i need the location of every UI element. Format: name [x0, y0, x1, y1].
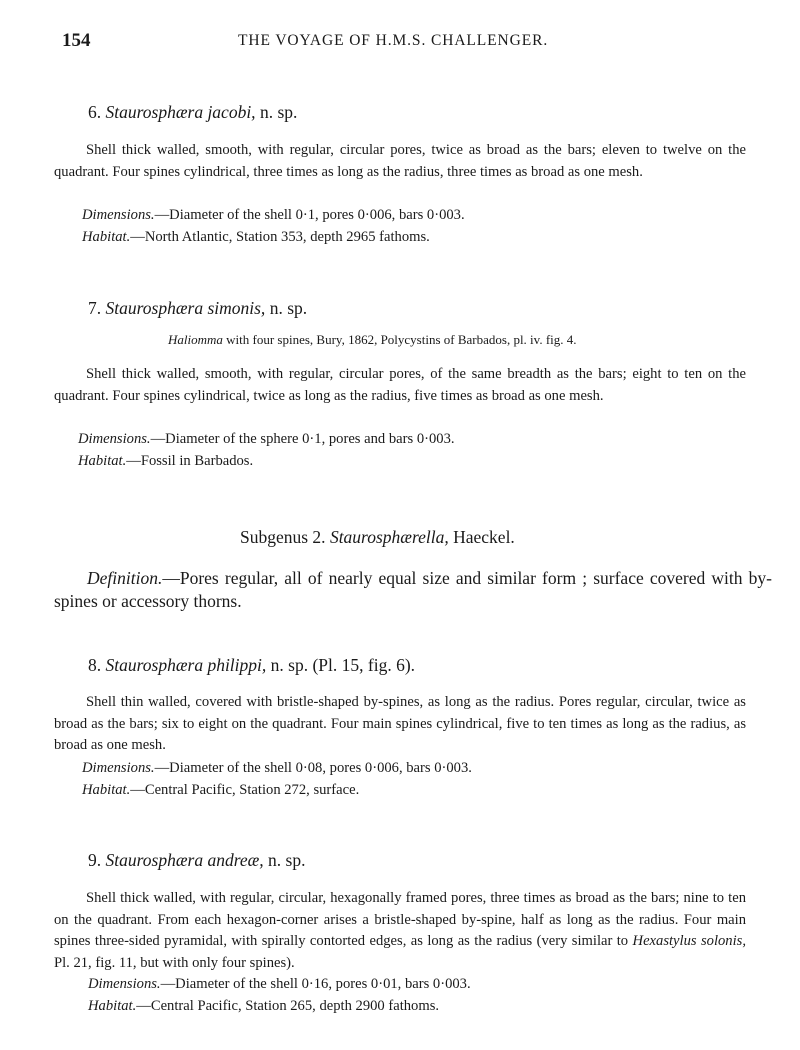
entry-8-description: Shell thin walled, covered with bristle-shaped by-spines, as long as the radius. Pores regular, circular, twice as broad as the bars; six to eight on the quadrant. Four main spines cylindrical, five to ten times as long as the radius, as broad as one mesh.: [54, 694, 746, 753]
subgenus-definition: Definition.—Pores regular, all of nearly equal size and similar form ; surface covered with by-spines or accessory thorns.: [54, 568, 772, 611]
entry-8-habitat: Habitat.—Central Pacific, Station 272, surface.: [82, 782, 360, 798]
running-title: THE VOYAGE OF H.M.S. CHALLENGER.: [238, 32, 549, 49]
entry-9-title: 9. Staurosphæra andreæ, n. sp.: [88, 850, 306, 870]
page-header: [62, 30, 770, 56]
entry-7-description: Shell thick walled, smooth, with regular, circular pores, of the same breadth as the bars; eight to ten on the quadrant. Four spines cylindrical, twice as long as the radius, five times as broad as one mesh.: [54, 366, 746, 404]
subgenus-heading: Subgenus 2. Staurosphærella, Haeckel.: [240, 527, 515, 547]
entry-7-title: 7. Staurosphæra simonis, n. sp.: [88, 298, 308, 318]
entry-6-description: Shell thick walled, smooth, with regular, circular pores, twice as broad as the bars; eleven to twelve on the quadrant. Four spines cylindrical, three times as long as the radius, three times as broad as one mesh.: [54, 142, 746, 180]
entry-9-dimensions: Dimensions.—Diameter of the shell 0·16, pores 0·01, bars 0·003.: [88, 976, 471, 992]
entry-9-description: Shell thick walled, with regular, circular, hexagonally framed pores, three times as broad as the bars; nine to ten on the quadrant. From each hexagon-corner arises a bristle-shaped by-spine, half as long as the radius. Four main spines three-sided pyramidal, with spirally contorted edges, as long as the radius (very similar to Hexastylus solonis, Pl. 21, fig. 11, but with only four spines).: [54, 890, 746, 971]
entry-8-dimensions: Dimensions.—Diameter of the shell 0·08, pores 0·006, bars 0·003.: [82, 760, 472, 776]
entry-7-reference: Haliomma with four spines, Bury, 1862, Polycystins of Barbados, pl. iv. fig. 4.: [168, 332, 577, 347]
entry-7-habitat: Habitat.—Fossil in Barbados.: [78, 453, 254, 469]
entry-9-habitat: Habitat.—Central Pacific, Station 265, depth 2900 fathoms.: [88, 998, 440, 1014]
entry-8-title: 8. Staurosphæra philippi, n. sp. (Pl. 15, fig. 6).: [88, 655, 416, 675]
page-number: 154: [62, 30, 91, 51]
entry-6-habitat: Habitat.—North Atlantic, Station 353, depth 2965 fathoms.: [82, 229, 430, 245]
entry-6-title: 6. Staurosphæra jacobi, n. sp.: [88, 102, 298, 122]
entry-7-dimensions: Dimensions.—Diameter of the sphere 0·1, pores and bars 0·003.: [78, 431, 455, 447]
species-name: Staurosphæra simonis,: [105, 298, 266, 318]
species-name: Staurosphæra jacobi,: [105, 102, 256, 122]
entry-6-dimensions: Dimensions.—Diameter of the shell 0·1, pores 0·006, bars 0·003.: [82, 207, 465, 223]
species-name: Staurosphæra philippi,: [105, 655, 267, 675]
species-name: Staurosphæra andreæ,: [105, 850, 264, 870]
